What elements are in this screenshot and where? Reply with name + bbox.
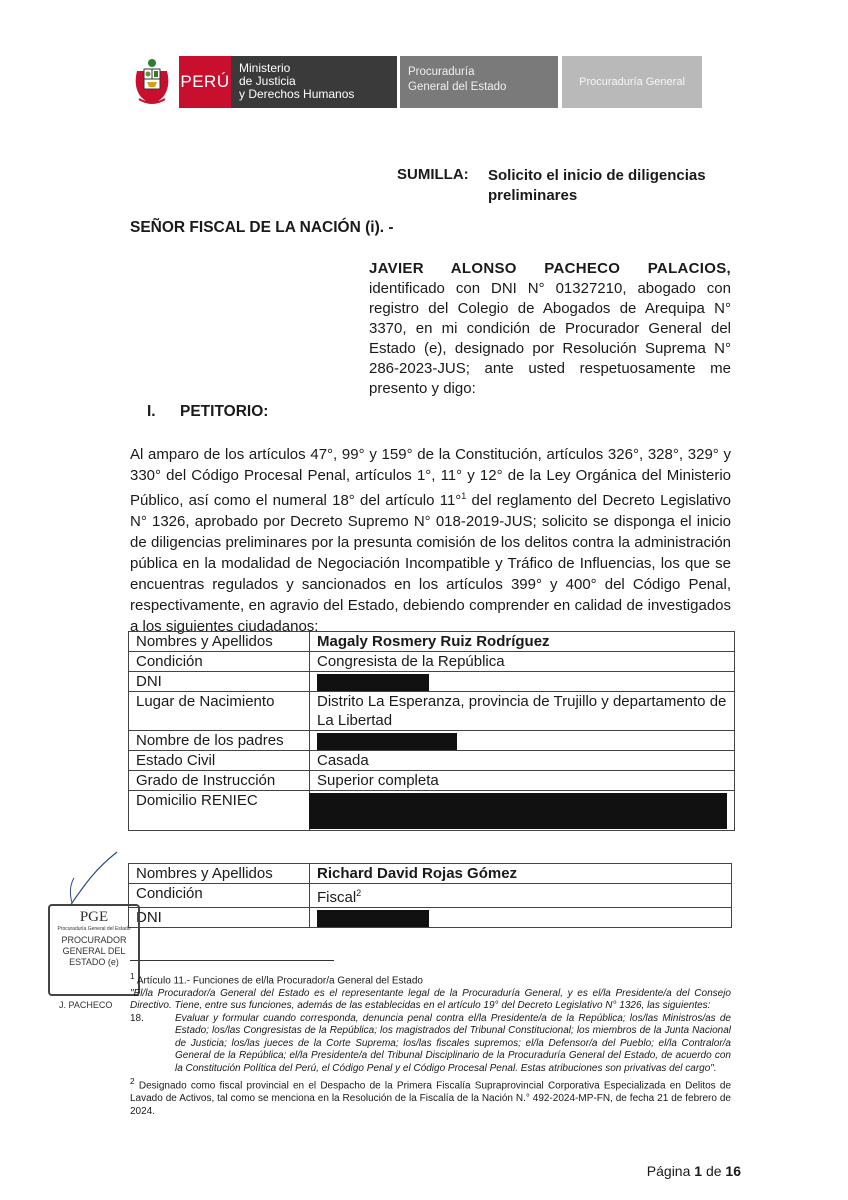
sumilla-label: SUMILLA:	[397, 166, 469, 183]
ministry-label: Ministerio de Justicia y Derechos Humanos	[231, 56, 397, 108]
table-key: Nombres y Apellidos	[129, 864, 310, 884]
table-key: Condición	[129, 884, 310, 908]
table-row	[129, 692, 735, 731]
signature-mark	[62, 848, 122, 908]
investigated-table-2	[128, 863, 732, 928]
intro-paragraph	[369, 259, 731, 399]
table-key: Estado Civil	[129, 751, 310, 771]
table-key: Nombres y Apellidos	[129, 632, 310, 652]
table-value: Superior completa	[310, 771, 735, 791]
sumilla-text: Solicito el inicio de diligencias preliminares	[488, 167, 706, 204]
table-row	[129, 771, 735, 791]
table-value	[310, 731, 735, 751]
page-number: Página 1 de 16	[646, 1163, 741, 1179]
table-key: Lugar de Nacimiento	[129, 692, 310, 731]
table-row	[129, 672, 735, 692]
coat-of-arms-icon	[130, 56, 174, 108]
table-value: Congresista de la República	[310, 652, 735, 672]
table-value	[310, 672, 735, 692]
footnote-1-item-18: 18. Evaluar y formular cuando corresponda, denuncia penal contra el/la Presidente/a de la República; los/las Ministros/as de Estado; los/las Congresistas de la República; los magistrados del Tribunal Constitucional; los miembros de la Junta Nacional de Justicia; los/las jueces de la Corte Suprema; los/las fiscales supremos; el/la Defensor/a del Pueblo; el/la Contralor/a General de la República; el/la Presidente/a del Tribunal Disciplinario de la Procuraduría General del Estado, de acuerdo con la Constitución Política del Perú, el Código Penal y el Código Procesal Penal. Estas atribuciones son privativas del cargo".	[130, 1012, 731, 1074]
letterhead	[130, 56, 702, 108]
petitioner-name: JAVIER ALONSO PACHECO PALACIOS,	[369, 260, 731, 277]
table-value: Casada	[310, 751, 735, 771]
official-stamp	[48, 904, 140, 996]
table-row	[129, 884, 732, 908]
table-value: Richard David Rojas Gómez	[310, 864, 732, 884]
procuraduria-label: Procuraduría General del Estado	[400, 56, 558, 108]
procuraduria-general-label: Procuraduría General	[562, 56, 702, 108]
table-value: Distrito La Esperanza, provincia de Trujillo y departamento de La Libertad	[310, 692, 735, 731]
table-key: Condición	[129, 652, 310, 672]
stamp-pge: PGE	[79, 909, 109, 925]
section-number: I.	[147, 403, 156, 420]
footnotes	[130, 970, 731, 1118]
stamp-title: PROCURADOR GENERAL DEL ESTADO (e)	[61, 935, 127, 967]
table-value	[310, 791, 735, 831]
stamp-name: J. PACHECO	[59, 1000, 113, 1010]
redaction-bar	[309, 793, 727, 829]
table-row	[129, 908, 732, 928]
table-value	[310, 908, 732, 928]
table-row	[129, 652, 735, 672]
table-key: DNI	[129, 908, 310, 928]
footnote-1-title: $^1$ Artículo 11.- Funciones de el/la Procurador/a General del Estado	[130, 971, 423, 987]
table-value: Magaly Rosmery Ruiz Rodríguez	[310, 632, 735, 652]
redaction-bar	[317, 733, 457, 750]
table-row	[129, 751, 735, 771]
salutation: SEÑOR FISCAL DE LA NACIÓN (i). -	[130, 219, 394, 236]
intro-text: identificado con DNI N° 01327210, abogado con registro del Colegio de Abogados de Arequipa N° 3370, en mi condición de Procurador General del Estado (e), designado por Resolución Suprema N° 286-2023-JUS; ante usted respetuosamente me presento y digo:	[369, 280, 731, 397]
table-row	[129, 791, 735, 831]
table-value: Fiscal$^2$	[310, 884, 732, 908]
redaction-bar	[317, 910, 429, 927]
footnote-ref-2: 2	[356, 888, 362, 898]
table-row	[129, 632, 735, 652]
table-key: DNI	[129, 672, 310, 692]
section-title: PETITORIO:	[180, 403, 269, 420]
redaction-bar	[317, 674, 429, 691]
footnote-2: $^2$ Designado como fiscal provincial en el Despacho de la Primera Fiscalía Supraprovincial Corporativa Especializada en Delitos de Lavado de Activos, tal como se menciona en la Resolución de la Fiscalía de la Nación N.° 492-2024-MP-FN, de fecha 21 de febrero de 2024.	[130, 1076, 731, 1117]
peru-label: PERÚ	[179, 56, 231, 108]
stamp-small-text: Procuraduría General del Estado	[57, 926, 131, 932]
table-key: Grado de Instrucción	[129, 771, 310, 791]
table-key: Nombre de los padres	[129, 731, 310, 751]
petitorio-paragraph: Al amparo de los artículos 47°, 99° y 159° de la Constitución, artículos 326°, 328°, 329° y 330° del Código Procesal Penal, artículos 1°, 11° y 12° de la Ley Orgánica del Ministerio Público, así como el numeral 18° del artículo 11°$^1$ del reglamento del Decreto Legislativo N° 1326, aprobado por Decreto Supremo N° 018-2019-JUS; solicito se disponga el inicio de diligencias preliminares por la presunta comisión de los delitos contra la administración pública en la modalidad de Negociación Incompatible y Tráfico de Influencias, los que se encuentras regulados y sancionados en los artículos 399° y 400° del Código Penal, respectivamente, en agravio del Estado, debiendo comprender en calidad de investigados a los siguientes ciudadanos:	[130, 446, 731, 635]
footnote-divider	[130, 960, 334, 961]
table-row	[129, 864, 732, 884]
investigated-table-1	[128, 631, 735, 831]
table-key: Domicilio RENIEC	[129, 791, 310, 831]
footnote-1-body: "El/la Procurador/a General del Estado es el representante legal de la Procuraduría General, y es el/la Presidente/a del Consejo Directivo. Tiene, entre sus funciones, además de las establecidas en el artículo 19° del Decreto Legislativo N° 1326, las siguientes:	[130, 987, 731, 1012]
table-row	[129, 731, 735, 751]
footnote-ref-1: 1	[461, 491, 467, 501]
